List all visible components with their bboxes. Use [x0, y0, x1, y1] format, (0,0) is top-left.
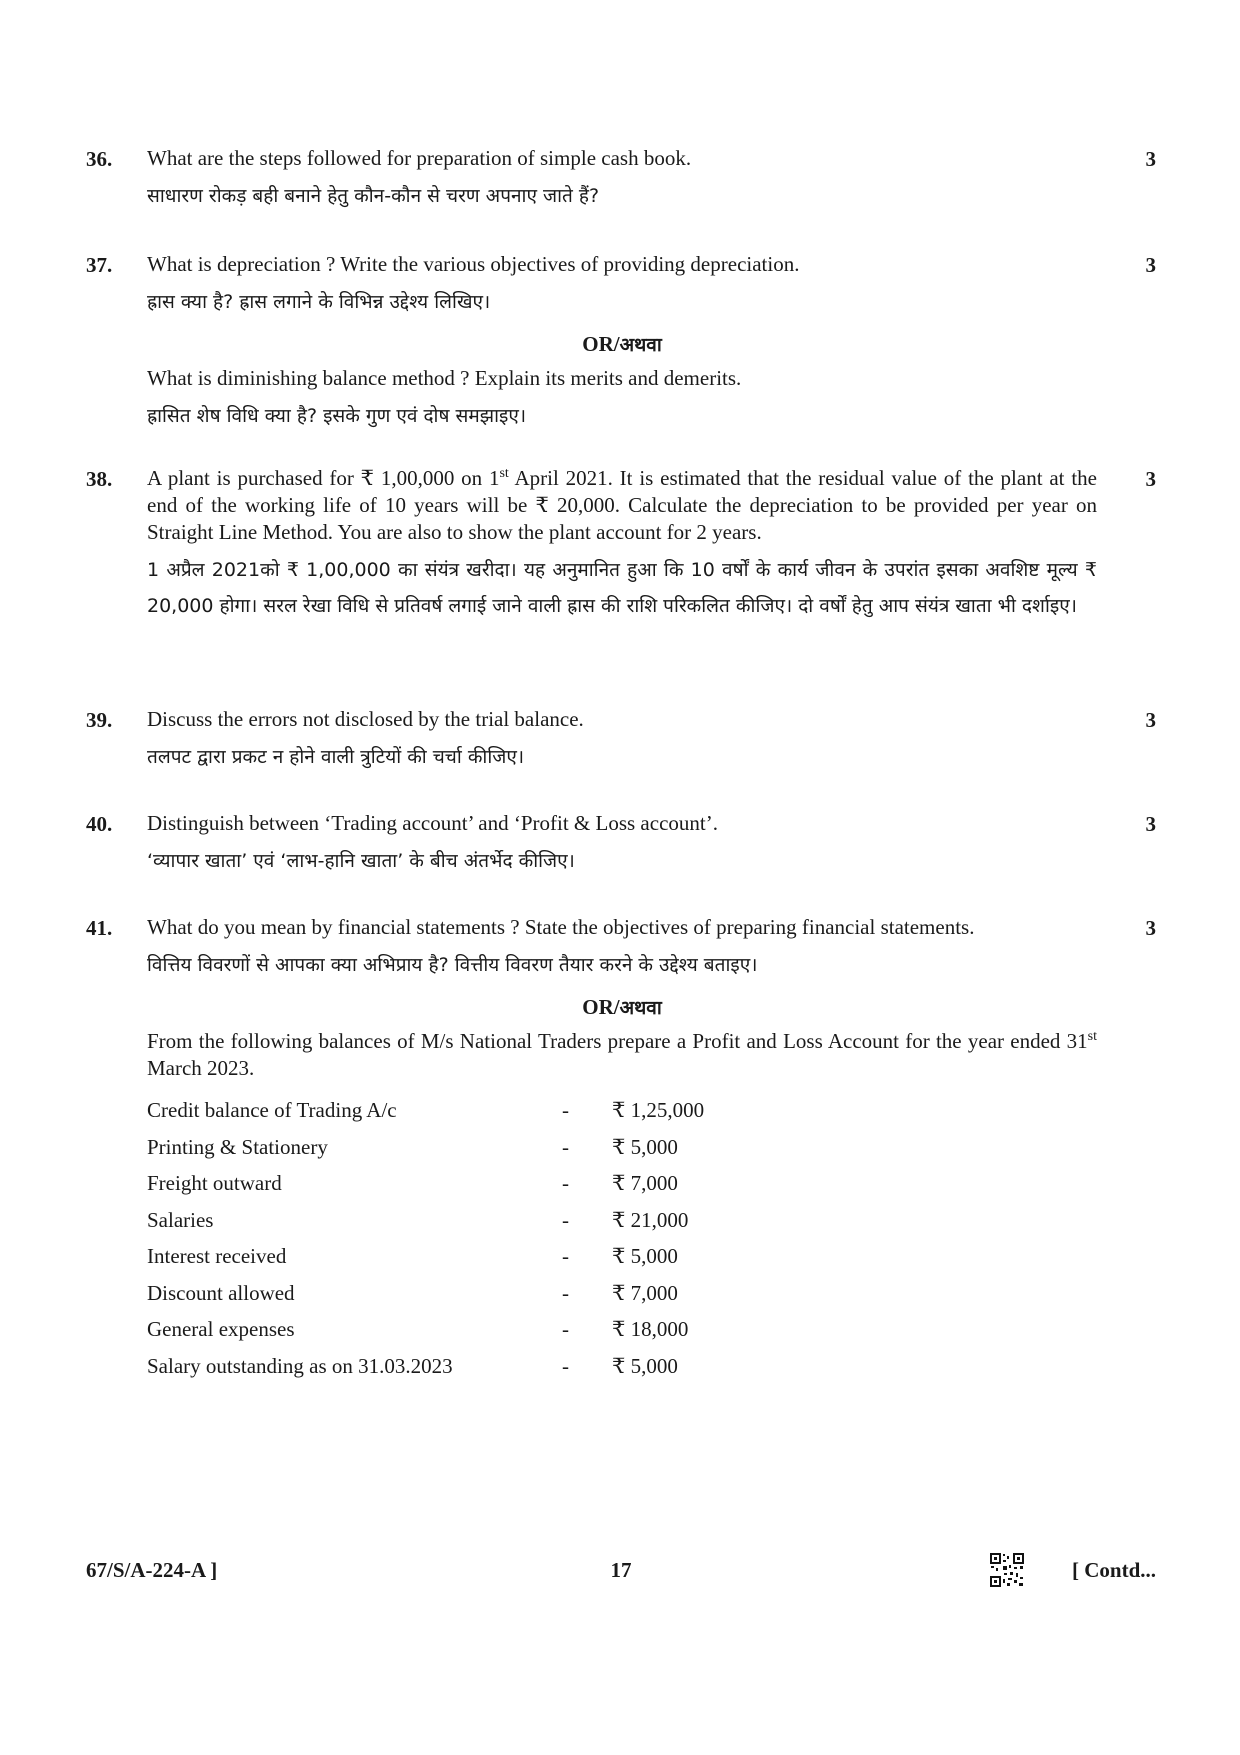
marks: 3	[1145, 467, 1156, 491]
question-text-en: Distinguish between ‘Trading account’ and ‘Profit & Loss account’.	[147, 811, 718, 835]
marks: 3	[1145, 916, 1156, 940]
balance-dash: -	[562, 1098, 569, 1122]
balance-row	[147, 1238, 812, 1275]
balance-item: Salaries	[147, 1207, 214, 1232]
balance-row	[147, 1165, 812, 1202]
balance-item: Printing & Stationery	[147, 1134, 328, 1159]
balance-row	[147, 1311, 812, 1348]
qr-code-icon	[989, 1552, 1025, 1588]
balance-amount: ₹ 5,000	[612, 1134, 678, 1159]
balance-amount: ₹ 5,000	[612, 1353, 678, 1378]
question-number: 40.	[86, 812, 113, 836]
balance-dash: -	[562, 1171, 569, 1195]
alternative-question-hi: ह्रासित शेष विधि क्या है? इसके गुण एवं दोष समझाइए।	[147, 405, 527, 427]
balance-amount: ₹ 7,000	[612, 1171, 678, 1195]
paper-code: 67/S/A-224-A ]	[86, 1558, 218, 1582]
balance-amount: ₹ 1,25,000	[612, 1098, 705, 1122]
balance-row	[147, 1275, 812, 1312]
marks: 3	[1145, 147, 1156, 171]
continued-label: [ Contd...	[1071, 1558, 1156, 1582]
question-41	[86, 914, 1156, 1384]
question-text-hi: 1 अप्रैल 2021को ₹ 1,00,000 का संयंत्र खरीदा। यह अनुमानित हुआ कि 10 वर्षों के कार्य जीवन के उपरांत इसका अवशिष्ट मूल्य ₹ 20,000 होगा। सरल रेखा विधि से प्रतिवर्ष लगाई जाने वाली ह्रास की राशि परिकलित कीजिए। दो वर्षों हेतु आप संयंत्र खाता भी दर्शाइए।	[147, 559, 1097, 617]
question-number: 41.	[86, 916, 113, 940]
marks: 3	[1145, 253, 1156, 277]
balance-dash: -	[562, 1244, 569, 1268]
balance-item: Credit balance of Trading A/c	[147, 1098, 397, 1122]
balance-amount: ₹ 7,000	[612, 1280, 678, 1305]
question-text-hi: वित्तिय विवरणों से आपका क्या अभिप्राय है? वित्तीय विवरण तैयार करने के उद्देश्य बताइए।	[147, 954, 758, 976]
balances-table	[147, 1092, 812, 1384]
balance-row	[147, 1092, 812, 1129]
question-text-en: What is depreciation ? Write the various objectives of providing depreciation.	[147, 252, 800, 276]
balance-item: Interest received	[147, 1244, 287, 1268]
page-number: 17	[610, 1558, 632, 1582]
question-number: 38.	[86, 467, 113, 491]
balance-row	[147, 1348, 812, 1385]
question-text-en: Discuss the errors not disclosed by the trial balance.	[147, 707, 584, 731]
question-text-en: What do you mean by financial statements ? State the objectives of preparing financial statements.	[147, 915, 975, 939]
question-text-hi: तलपट द्वारा प्रकट न होने वाली त्रुटियों की चर्चा कीजिए।	[147, 746, 525, 768]
question-text-hi: ह्रास क्या है? ह्रास लगाने के विभिन्न उद्देश्य लिखिए।	[147, 291, 491, 313]
question-number: 36.	[86, 147, 113, 171]
or-label-en: OR/	[582, 995, 620, 1019]
balance-dash: -	[562, 1353, 569, 1378]
marks: 3	[1145, 708, 1156, 732]
question-number: 37.	[86, 253, 113, 277]
question-text-en: A plant is purchased for ₹ 1,00,000 on 1st April 2021. It is estimated that the residual value of the plant at the end of the working life of 10 years will be ₹ 20,000. Calculate the depreciation to be provided per year on Straight Line Method. You are also to show the plant account for 2 years.	[147, 466, 1097, 544]
alternative-question-en: What is diminishing balance method ? Explain its merits and demerits.	[147, 366, 742, 390]
balance-amount: ₹ 18,000	[612, 1317, 689, 1341]
question-36	[86, 145, 1156, 214]
page-footer	[86, 1552, 1156, 1592]
question-text-hi: ‘व्यापार खाता’ एवं ‘लाभ-हानि खाता’ के बीच अंतर्भेद कीजिए।	[147, 850, 575, 872]
balance-item: Salary outstanding as on 31.03.2023	[147, 1353, 453, 1378]
question-number: 39.	[86, 708, 113, 732]
or-label-hi: अथवा	[619, 334, 662, 356]
balance-row	[147, 1202, 812, 1239]
balance-dash: -	[562, 1134, 569, 1159]
balance-row	[147, 1129, 812, 1166]
or-label-en: OR/	[582, 332, 620, 356]
question-37	[86, 251, 1156, 434]
question-39	[86, 706, 1156, 775]
or-separator	[147, 993, 1097, 1022]
balance-item: Freight outward	[147, 1171, 282, 1195]
question-text-hi: साधारण रोकड़ बही बनाने हेतु कौन-कौन से चरण अपनाए जाते हैं?	[147, 185, 600, 207]
balance-amount: ₹ 21,000	[612, 1207, 689, 1232]
balance-dash: -	[562, 1280, 569, 1305]
balance-amount: ₹ 5,000	[612, 1244, 678, 1268]
balance-item: Discount allowed	[147, 1280, 295, 1305]
question-text-en: What are the steps followed for preparation of simple cash book.	[147, 146, 692, 170]
question-40	[86, 810, 1156, 879]
or-label-hi: अथवा	[619, 997, 662, 1019]
question-38	[86, 465, 1156, 624]
alternative-question-en: From the following balances of M/s National Traders prepare a Profit and Loss Account for the year ended 31st March 2023.	[147, 1029, 1097, 1080]
balance-item: General expenses	[147, 1317, 295, 1341]
balance-dash: -	[562, 1207, 569, 1232]
balance-dash: -	[562, 1317, 569, 1341]
marks: 3	[1145, 812, 1156, 836]
or-separator	[147, 330, 1097, 359]
